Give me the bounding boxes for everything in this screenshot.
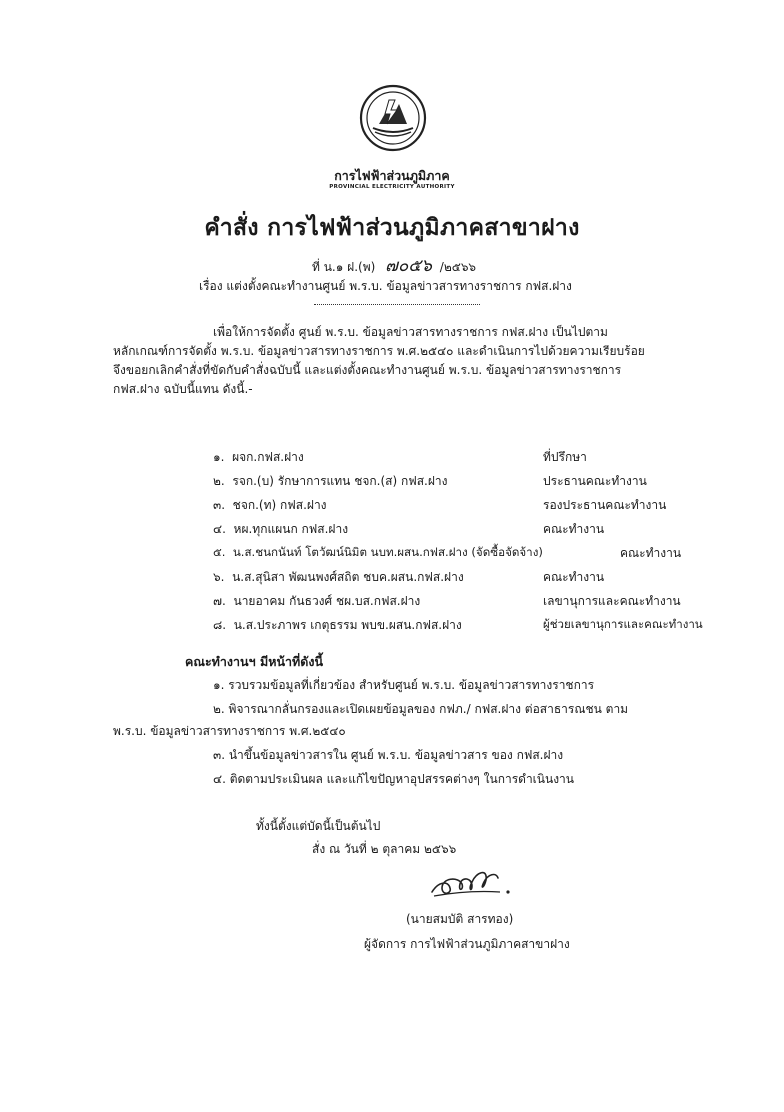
- member-item: ๘. น.ส.ประภาพร เกตุธรรม พบข.ผสน.กฟส.ฝาง: [213, 618, 462, 632]
- doc-no-handwritten: ๗๐๕๖: [385, 256, 432, 276]
- member-role: ผู้ช่วยเลขานุการและคณะทำงาน: [543, 617, 703, 631]
- member-role: เลขานุการและคณะทำงาน: [543, 594, 681, 608]
- dotted-divider: [314, 304, 480, 305]
- signed-date: สั่ง ณ วันที่ ๒ ตุลาคม ๒๕๖๖: [312, 842, 457, 856]
- intro-line-2: หลักเกณฑ์การจัดตั้ง พ.ร.บ. ข้อมูลข่าวสารทางราชการ พ.ศ.๒๕๔๐ และดำเนินการไปด้วยความเรียบร้อย: [113, 344, 645, 358]
- duty-item-3: ๓. นำขึ้นข้อมูลข่าวสารใน ศูนย์ พ.ร.บ. ข้อมูลข่าวสาร ของ กฟส.ฝาง: [213, 748, 564, 762]
- signer-name: (นายสมบัติ สารทอง): [406, 912, 514, 926]
- member-item: ๑. ผจก.กฟส.ฝาง: [213, 450, 304, 464]
- doc-no-prefix: ที่ น.๑ ฝ.(พ): [312, 260, 376, 274]
- member-item: ๒. รจก.(บ) รักษาการแทน ชจก.(ส) กฟส.ฝาง: [213, 474, 448, 488]
- intro-line-1: เพื่อให้การจัดตั้ง ศูนย์ พ.ร.บ. ข้อมูลข่าวสารทางราชการ กฟส.ฝาง เป็นไปตาม: [213, 325, 608, 339]
- intro-line-3: จึงขอยกเลิกคำสั่งที่ขัดกับคำสั่งฉบับนี้ และแต่งตั้งคณะทำงานศูนย์ พ.ร.บ. ข้อมูลข่าวสารทางราชการ: [113, 363, 622, 377]
- intro-line-4: กฟส.ฝาง ฉบับนี้แทน ดังนี้.-: [113, 382, 253, 396]
- member-role: รองประธานคณะทำงาน: [543, 498, 667, 512]
- member-role: คณะทำงาน: [543, 522, 605, 536]
- duty-item-2: ๒. พิจารณากลั่นกรองและเปิดเผยข้อมูลของ กฟภ./ กฟส.ฝาง ต่อสาธารณชน ตาม: [213, 702, 629, 716]
- document-number: [312, 252, 476, 279]
- doc-no-year: /๒๕๖๖: [439, 260, 477, 274]
- duties-heading: คณะทำงานฯ มีหน้าที่ดังนี้: [185, 654, 324, 669]
- duty-item-2-cont: พ.ร.บ. ข้อมูลข่าวสารทางราชการ พ.ศ.๒๕๔๐: [113, 724, 346, 738]
- subject-line: เรื่อง แต่งตั้งคณะทำงานศูนย์ พ.ร.บ. ข้อมูลข่าวสารทางราชการ กฟส.ฝาง: [199, 279, 572, 293]
- member-role: คณะทำงาน: [620, 546, 682, 560]
- member-item: ๖. น.ส.สุนิสา พัฒนพงศ์สถิต ชบค.ผสน.กฟส.ฝาง: [213, 570, 464, 584]
- member-item: ๕. น.ส.ชนกนันท์ โตวัฒน์นิมิต นบท.ผสน.กฟส.ฝาง (จัดซื้อจัดจ้าง): [213, 545, 543, 559]
- order-title: คำสั่ง การไฟฟ้าส่วนภูมิภาคสาขาฝาง: [204, 215, 580, 241]
- duty-item-4: ๔. ติดตามประเมินผล และแก้ไขปัญหาอุปสรรคต่างๆ ในการดำเนินงาน: [213, 772, 574, 786]
- org-name-english: PROVINCIAL ELECTRICITY AUTHORITY: [329, 184, 455, 190]
- member-item: ๓. ชจก.(ท) กฟส.ฝาง: [213, 498, 327, 512]
- pea-logo: [359, 84, 427, 152]
- effective-statement: ทั้งนี้ตั้งแต่บัดนี้เป็นต้นไป: [256, 819, 381, 833]
- org-name-thai: การไฟฟ้าส่วนภูมิภาค: [334, 168, 450, 183]
- member-role: ประธานคณะทำงาน: [543, 474, 647, 488]
- member-role: ที่ปรึกษา: [543, 450, 587, 464]
- member-item: ๔. หผ.ทุกแผนก กฟส.ฝาง: [213, 522, 349, 536]
- signature-image: [428, 858, 514, 904]
- duty-item-1: ๑. รวบรวมข้อมูลที่เกี่ยวข้อง สำหรับศูนย์ พ.ร.บ. ข้อมูลข่าวสารทางราชการ: [213, 678, 595, 692]
- member-item: ๗. นายอาคม กันธวงศ์ ชผ.บส.กฟส.ฝาง: [213, 594, 421, 608]
- signer-position: ผู้จัดการ การไฟฟ้าส่วนภูมิภาคสาขาฝาง: [364, 937, 570, 951]
- member-role: คณะทำงาน: [543, 570, 605, 584]
